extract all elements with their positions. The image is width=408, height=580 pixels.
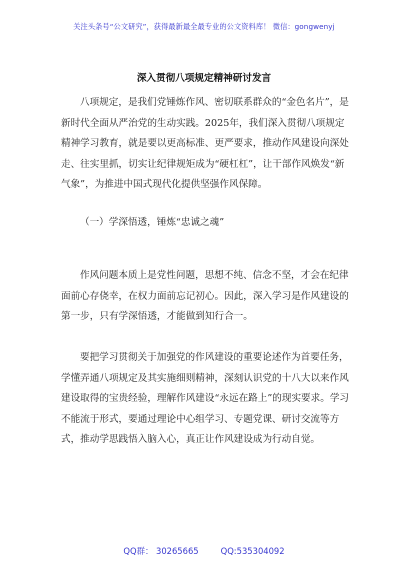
qq-group-text: QQ群： 30265665 <box>123 546 199 556</box>
document-title: 深入贯彻八项规定精神研讨发言 <box>136 73 272 84</box>
promo-banner: 关注头条号“公文研究”，获得最新最全最专业的公文资料库！ 微信：gongwenyj <box>73 22 335 31</box>
qq-contact-text: QQ:535304092 <box>220 546 285 556</box>
section-heading: （一）学深悟透，锤炼“忠诚之魂” <box>80 217 225 228</box>
paragraph-body: 要把学习贯彻关于加强党的作风建设的重要论述作为首要任务，学懂弄通八项规定及其实施细则精神，深刻认识党的十八大以来作风建设取得的宝贵经验，理解作风建设“永远在路上”的现实要求。学习不能流于形式，要通过理论中心组学习、专题党课、研讨交流等方式，推动学思践悟入脑入心，真正让作风建设成为行动自觉。 <box>61 352 350 446</box>
paragraph-intro: 八项规定，是我们党锤炼作风、密切联系群众的“金色名片”，是新时代全面从严治党的生动实践。2025年，我们深入贯彻八项规定精神学习教育，就是要以更高标准、更严要求，推动作风建设向深处走、往实里抓，切实让纪律规矩成为“硬杠杠”，让干部作风焕发“新气象”，为推进中国式现代化提供坚强作风保障。 <box>61 97 349 191</box>
contact-footer <box>0 545 408 557</box>
paragraph-body: 作风问题本质上是党性问题，思想不纯、信念不坚，才会在纪律面前心存侥幸，在权力面前忘记初心。因此，深入学习是作风建设的第一步，只有学深悟透，才能做到知行合一。 <box>61 270 349 323</box>
